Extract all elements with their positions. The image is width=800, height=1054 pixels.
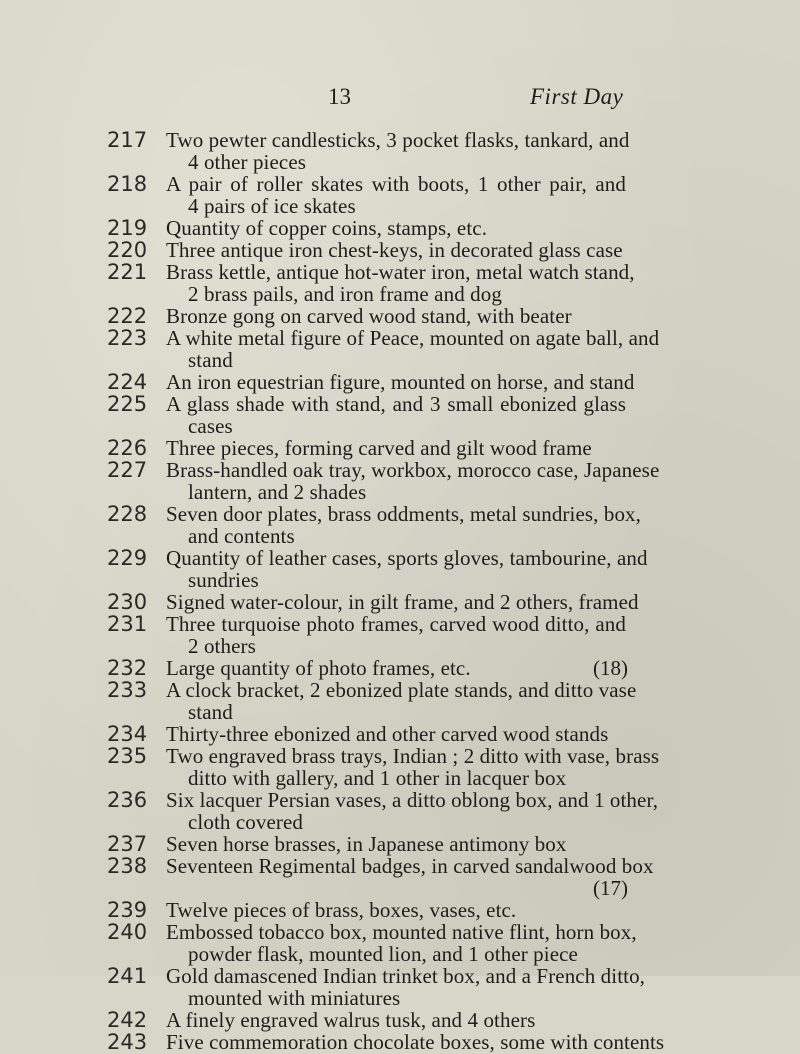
lot-entry <box>0 723 800 745</box>
lot-description <box>166 1009 626 1031</box>
lot-count-note: (18) <box>593 656 628 680</box>
lot-description-line: Embossed tobacco box, mounted native flint, horn box, <box>166 920 637 944</box>
lot-number: 225 <box>107 392 148 416</box>
lot-description-line: Quantity of leather cases, sports gloves, tambourine, and <box>166 546 648 570</box>
lot-description-line: Large quantity of photo frames, etc. <box>166 656 471 680</box>
lot-entry <box>0 833 800 855</box>
lot-number: 227 <box>107 458 148 482</box>
lot-description-line: Quantity of copper coins, stamps, etc. <box>166 216 488 240</box>
lot-description-line: mounted with miniatures <box>188 986 401 1010</box>
lot-entry <box>0 327 800 371</box>
lot-entry <box>0 547 800 591</box>
lot-number: 242 <box>107 1008 148 1032</box>
lot-description <box>166 678 637 724</box>
lot-entry <box>0 657 800 679</box>
lot-description <box>166 657 626 679</box>
lot-number: 243 <box>107 1030 148 1054</box>
lot-description-line: Six lacquer Persian vases, a ditto oblong box, and 1 other, <box>166 788 659 812</box>
lot-description-line: stand <box>188 348 233 372</box>
lot-number: 220 <box>107 238 148 262</box>
lot-number: 232 <box>107 656 148 680</box>
lot-description-line: An iron equestrian figure, mounted on horse, and stand <box>166 370 635 394</box>
lot-description <box>166 788 659 834</box>
lot-number: 241 <box>107 964 148 988</box>
lot-description-line: cloth covered <box>188 810 303 834</box>
lot-description <box>166 502 642 548</box>
lot-number: 240 <box>107 920 148 944</box>
lot-entry <box>0 899 800 921</box>
lot-description-line: A pair of roller skates with boots, 1 other pair, and <box>166 172 626 196</box>
lot-entry <box>0 239 800 261</box>
lot-description <box>166 239 626 261</box>
lot-description <box>166 458 660 504</box>
lot-description <box>166 920 637 966</box>
lot-entry <box>0 789 800 833</box>
lot-entry <box>0 305 800 327</box>
lot-description <box>166 590 639 614</box>
lot-description-line: A finely engraved walrus tusk, and 4 others <box>166 1008 536 1032</box>
lot-description-line: Seven horse brasses, in Japanese antimony box <box>166 832 567 856</box>
lot-entry <box>0 679 800 723</box>
lot-number: 239 <box>107 898 148 922</box>
lot-number: 221 <box>107 260 148 284</box>
lot-entry <box>0 921 800 965</box>
lot-number: 237 <box>107 832 148 856</box>
lot-entry <box>0 437 800 459</box>
lot-description-line: Brass-handled oak tray, workbox, morocco case, Japanese <box>166 458 660 482</box>
lot-entry <box>0 613 800 657</box>
lot-number: 229 <box>107 546 148 570</box>
lot-number: 228 <box>107 502 148 526</box>
lot-description-line: cases <box>188 414 233 438</box>
lot-description-line: Thirty-three ebonized and other carved wood stands <box>166 722 609 746</box>
lot-description-line: Bronze gong on carved wood stand, with beater <box>166 304 572 328</box>
lot-description <box>166 173 626 217</box>
lot-entry <box>0 459 800 503</box>
lot-number: 236 <box>107 788 148 812</box>
lot-description <box>166 1030 665 1054</box>
lot-description-line: A glass shade with stand, and 3 small ebonized glass <box>166 392 626 416</box>
lot-number: 238 <box>107 854 148 878</box>
lot-entry <box>0 173 800 217</box>
lot-entry <box>0 393 800 437</box>
lot-description-line: Twelve pieces of brass, boxes, vases, etc. <box>166 898 517 922</box>
lot-description <box>166 370 635 394</box>
lot-description <box>166 128 630 174</box>
lot-number: 223 <box>107 326 148 350</box>
lot-description <box>166 833 626 855</box>
lot-number: 218 <box>107 172 148 196</box>
lot-number: 231 <box>107 612 148 636</box>
lot-number: 224 <box>107 370 148 394</box>
lot-number: 217 <box>107 128 148 152</box>
lot-entry <box>0 855 800 899</box>
lot-entry <box>0 129 800 173</box>
lot-entry <box>0 371 800 393</box>
lot-entry <box>0 745 800 789</box>
lot-number: 226 <box>107 436 148 460</box>
running-head: First Day <box>530 84 624 109</box>
lot-description <box>166 744 660 790</box>
lot-description <box>166 437 626 459</box>
lot-description-line: Two pewter candlesticks, 3 pocket flasks, tankard, and <box>166 128 630 152</box>
lot-description <box>166 305 626 327</box>
lot-description-line: Seven door plates, brass oddments, metal sundries, box, <box>166 502 642 526</box>
lot-description-line: Gold damascened Indian trinket box, and a French ditto, <box>166 964 646 988</box>
lot-number: 233 <box>107 678 148 702</box>
lot-description <box>166 854 654 899</box>
lot-entry <box>0 503 800 547</box>
lot-description <box>166 964 646 1010</box>
lot-description-line: 2 others <box>188 634 256 658</box>
lot-description-line: 4 pairs of ice skates <box>188 194 356 218</box>
lot-description-line: Two engraved brass trays, Indian ; 2 ditto with vase, brass <box>166 744 660 768</box>
page-header <box>0 84 800 114</box>
lot-description-line: lantern, and 2 shades <box>188 480 367 504</box>
lot-description <box>166 723 626 745</box>
lot-entry <box>0 1031 800 1053</box>
lot-entry <box>0 591 800 613</box>
lot-description-line: stand <box>188 700 233 724</box>
lot-description-line: A clock bracket, 2 ebonized plate stands, and ditto vase <box>166 678 637 702</box>
lot-description-line: Five commemoration chocolate boxes, some with contents <box>166 1030 665 1054</box>
lot-description-line: Seventeen Regimental badges, in carved sandalwood box <box>166 854 654 878</box>
lot-description-line: Three turquoise photo frames, carved wood ditto, and <box>166 612 626 636</box>
lot-description-line: Signed water-colour, in gilt frame, and 2 others, framed <box>166 590 639 614</box>
lot-description-line: powder flask, mounted lion, and 1 other piece <box>188 942 578 966</box>
lot-description <box>166 217 626 239</box>
lot-description-line: Three antique iron chest-keys, in decorated glass case <box>166 238 623 262</box>
lot-description-line: sundries <box>188 568 259 592</box>
lot-number: 219 <box>107 216 148 240</box>
lot-description <box>166 546 648 592</box>
lot-description-line <box>166 877 626 899</box>
lot-description-line: 2 brass pails, and iron frame and dog <box>188 282 502 306</box>
lot-number: 230 <box>107 590 148 614</box>
page-number: 13 <box>328 84 351 109</box>
lot-list <box>0 129 800 1053</box>
lot-description-line: 4 other pieces <box>188 150 307 174</box>
lot-count-note: (17) <box>593 876 628 900</box>
lot-description-line: Three pieces, forming carved and gilt wood frame <box>166 436 592 460</box>
lot-description-line: ditto with gallery, and 1 other in lacquer box <box>188 766 567 790</box>
lot-description <box>166 260 635 306</box>
lot-description-line: A white metal figure of Peace, mounted on agate ball, and <box>166 326 660 350</box>
lot-number: 222 <box>107 304 148 328</box>
lot-entry <box>0 965 800 1009</box>
lot-description <box>166 613 626 657</box>
lot-number: 235 <box>107 744 148 768</box>
lot-number: 234 <box>107 722 148 746</box>
lot-description <box>166 326 660 372</box>
lot-entry <box>0 1009 800 1031</box>
lot-description <box>166 393 626 437</box>
lot-description <box>166 899 626 921</box>
lot-description-line: and contents <box>188 524 295 548</box>
lot-entry <box>0 217 800 239</box>
lot-description-line: Brass kettle, antique hot-water iron, metal watch stand, <box>166 260 635 284</box>
lot-entry <box>0 261 800 305</box>
